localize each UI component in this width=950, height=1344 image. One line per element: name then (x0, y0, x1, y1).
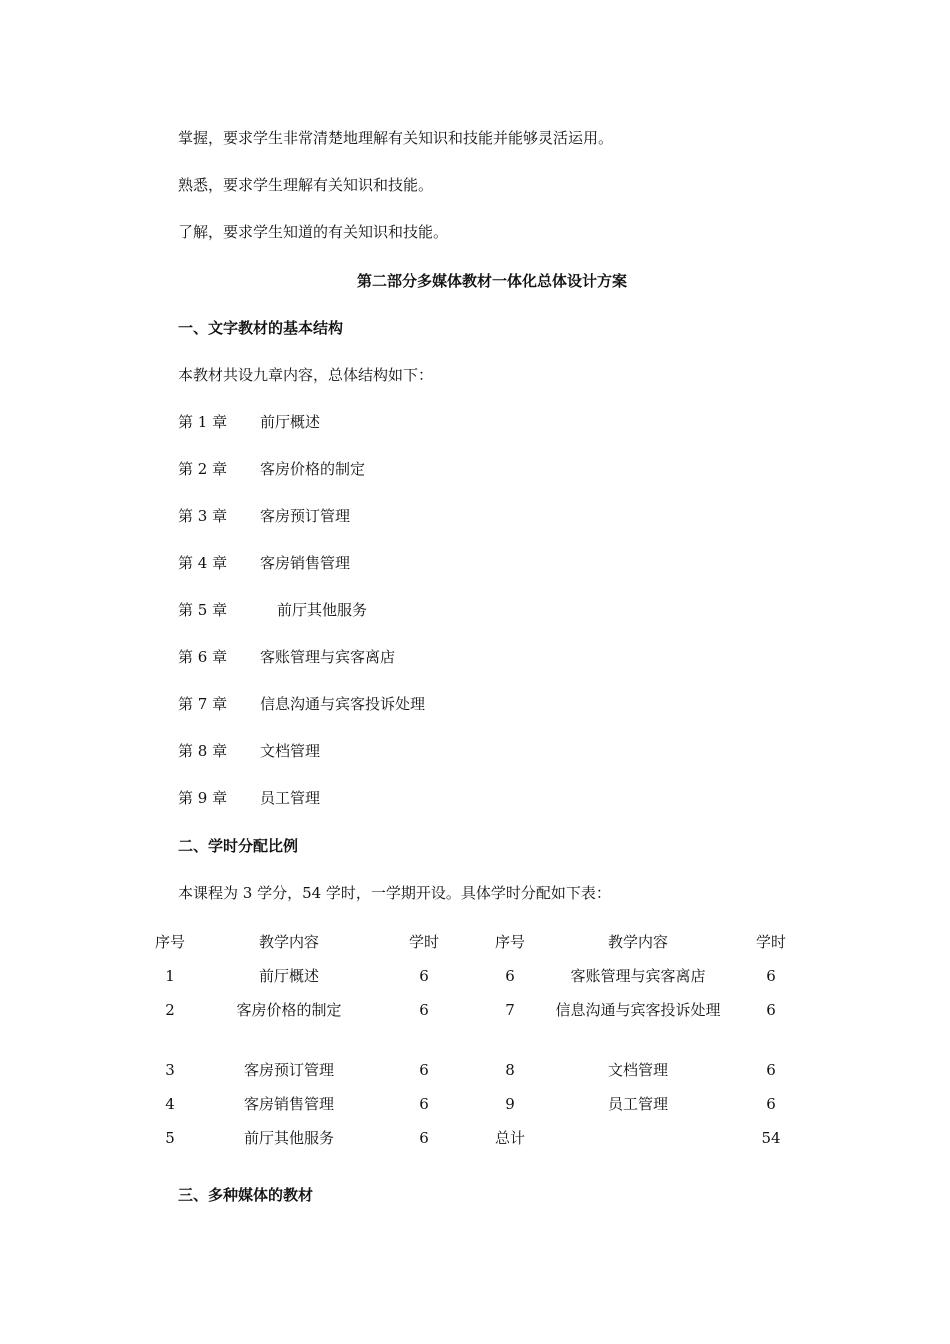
table-cell: 2 (165, 1001, 175, 1019)
table-cell: 前厅其他服务 (243, 1129, 334, 1147)
table-cell: 6 (419, 1061, 429, 1079)
table-cell: 总计 (494, 1129, 525, 1147)
table-cell: 6 (419, 1095, 429, 1113)
table-cell: 客房预订管理 (243, 1061, 334, 1079)
chapter-number: 第 8 章 (178, 742, 228, 760)
chapter-number: 第 6 章 (178, 648, 228, 666)
chapter-number: 第 1 章 (178, 413, 228, 431)
table-cell: 6 (419, 967, 429, 985)
table-cell: 6 (766, 1001, 776, 1019)
table-header: 教学内容 (607, 933, 668, 951)
chapter-number: 第 9 章 (178, 789, 228, 807)
chapter-title: 信息沟通与宾客投诉处理 (260, 695, 426, 713)
table-cell: 9 (505, 1095, 515, 1113)
table-cell: 6 (766, 1061, 776, 1079)
table-cell: 3 (165, 1061, 175, 1079)
chapter-title: 前厅其他服务 (277, 601, 368, 619)
part2-title: 第二部分多媒体教材一体化总体设计方案 (356, 272, 627, 290)
chapter-title: 文档管理 (260, 742, 321, 760)
table-cell: 54 (761, 1129, 781, 1147)
table-cell: 客房价格的制定 (236, 1001, 342, 1019)
table-cell: 7 (505, 1001, 515, 1019)
section2-intro: 本课程为 3 学分，54 学时，一学期开设。具体学时分配如下表： (178, 884, 611, 902)
table-cell: 前厅概述 (258, 967, 319, 985)
table-cell: 信息沟通与宾客投诉处理 (555, 1001, 721, 1019)
chapter-item (178, 647, 395, 667)
table-cell: 1 (165, 967, 175, 985)
table-cell: 6 (505, 967, 515, 985)
table-header: 序号 (494, 933, 525, 951)
table-cell: 6 (419, 1001, 429, 1019)
table-cell: 客账管理与宾客离店 (570, 967, 706, 985)
chapter-title: 客房预订管理 (260, 507, 351, 525)
table-cell: 6 (766, 967, 776, 985)
table-cell: 6 (766, 1095, 776, 1113)
table-cell (538, 1126, 738, 1160)
chapter-title: 客房价格的制定 (260, 460, 366, 478)
table-header: 教学内容 (258, 933, 319, 951)
table-row (128, 1092, 804, 1126)
table-cell: 6 (419, 1129, 429, 1147)
table-cell: 员工管理 (607, 1095, 668, 1113)
chapter-number: 第 3 章 (178, 507, 228, 525)
table-cell: 客房销售管理 (243, 1095, 334, 1113)
chapter-item (178, 506, 350, 526)
table-header: 序号 (154, 933, 185, 951)
chapter-item (178, 788, 320, 808)
intro-mastery: 掌握，要求学生非常清楚地理解有关知识和技能并能够灵活运用。 (178, 129, 614, 147)
table-row (128, 998, 804, 1058)
table-row (128, 964, 804, 998)
chapter-title: 客房销售管理 (260, 554, 351, 572)
table-header: 学时 (755, 933, 786, 951)
chapter-item (178, 694, 425, 714)
table-header: 学时 (408, 933, 439, 951)
chapter-title: 前厅概述 (260, 413, 321, 431)
table-cell: 5 (165, 1129, 175, 1147)
chapter-item (178, 600, 367, 620)
chapter-number: 第 4 章 (178, 554, 228, 572)
intro-understand: 了解，要求学生知道的有关知识和技能。 (178, 223, 449, 241)
hours-table (128, 930, 804, 1160)
chapter-item (178, 459, 365, 479)
table-row (128, 1058, 804, 1092)
table-cell: 4 (165, 1095, 175, 1113)
chapter-title: 客账管理与宾客离店 (260, 648, 396, 666)
chapter-item (178, 412, 320, 432)
chapter-item (178, 553, 350, 573)
table-cell: 文档管理 (607, 1061, 668, 1079)
section3-heading: 三、多种媒体的教材 (178, 1186, 314, 1204)
table-cell: 8 (505, 1061, 515, 1079)
chapter-number: 第 5 章 (178, 601, 228, 619)
section2-heading: 二、学时分配比例 (178, 837, 299, 855)
intro-familiar: 熟悉，要求学生理解有关知识和技能。 (178, 176, 434, 194)
section1-intro: 本教材共设九章内容，总体结构如下： (178, 366, 434, 384)
table-header-row (128, 930, 804, 964)
chapter-item (178, 741, 320, 761)
chapter-number: 第 2 章 (178, 460, 228, 478)
section1-heading: 一、文字教材的基本结构 (178, 319, 344, 337)
table-row (128, 1126, 804, 1160)
chapter-title: 员工管理 (260, 789, 321, 807)
chapter-number: 第 7 章 (178, 695, 228, 713)
